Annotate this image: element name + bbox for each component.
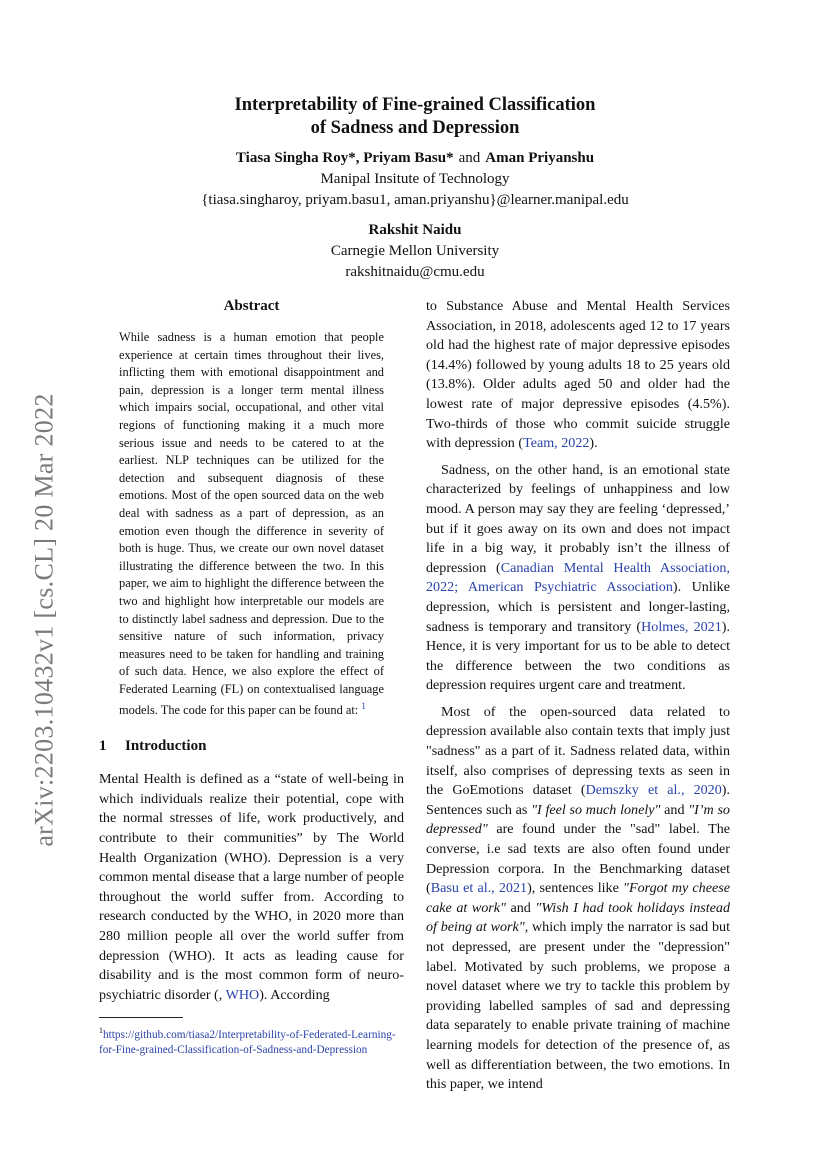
intro-paragraph-2	[426, 461, 730, 696]
paper-header	[100, 94, 730, 283]
email-2: rakshitnaidu@cmu.edu	[345, 264, 485, 280]
text-run: ).	[589, 435, 598, 452]
title-line-2: of Sadness and Depression	[310, 118, 520, 138]
citation-link[interactable]: Holmes, 2021	[641, 618, 722, 635]
text-run: Sadness, on the other hand, is an emotional state characterized by feelings of unhappiness and low mood. A person may say they are feeling ‘depressed,’ but if it goes away on its own and does not impact life in a big way, it probably isn’t the illness of depression (	[426, 461, 730, 576]
intro-paragraph-1-continued	[426, 297, 730, 454]
citation-link[interactable]: WHO	[225, 986, 260, 1003]
footnote-url[interactable]: https://github.com/tiasa2/Interpretability-of-Federated-Learning-for-Fine-grained-Classification-of-Sadness-and-Depression	[99, 1029, 396, 1056]
text-run: ). Sentences such as	[426, 782, 730, 818]
text-run: ), sentences like	[527, 880, 624, 897]
author-3: Rakshit Naidu	[368, 222, 462, 238]
text-run: ). According	[259, 986, 330, 1003]
abstract-body	[119, 329, 384, 720]
text-run: and	[505, 899, 536, 916]
abstract-heading: Abstract	[223, 298, 280, 314]
footnote-mark: 1	[99, 1026, 103, 1036]
section-number: 1	[99, 738, 107, 755]
text-run: to Substance Abuse and Mental Health Services Association, in 2018, adolescents aged 12 to 17 years old had the highest rate of major depressive episodes (14.4%) followed by young adults 18 to 25 years old (13.8%). Older adults aged 50 and older had the lowest rate of major depressive episodes (4.5%). Two-thirds of those who commit suicide struggle with depression (	[426, 298, 730, 452]
authors-first: Tiasa Singha Roy*, Priyam Basu*	[235, 150, 454, 166]
title-line-1: Interpretability of Fine-grained Classification	[234, 95, 596, 115]
text-run: Mental Health is defined as a “state of well-being in which individuals realize their potential, cope with the normal stresses of life, work productively, and contribute to their communities” by The World Health Organization (WHO). Depression is a very common mental disease that a large number of people throughout the world suffer from. According to research conducted by the WHO, in 2020 more than 280 million people all over the world suffer from depression (WHO). It acts as leading cause for disability and is the most common form of neuro-psychiatric disorder (,	[99, 771, 404, 1003]
text-run: ). Unlike depression, which is persistent and longer-lasting, sadness is temporary and transitory (	[426, 579, 730, 635]
example-quote: "I feel so much lonely"	[531, 801, 661, 818]
example-quote: "Forgot my cheese cake at work"	[426, 880, 730, 916]
left-column	[99, 297, 404, 1057]
intro-paragraph-3	[426, 703, 730, 1095]
text-run: are found under the "sad" label. The converse, i.e sad texts are also often found under Depression corpora. In the Benchmarking dataset (	[426, 821, 730, 897]
text-run: and	[660, 801, 689, 818]
example-quote: "I’m so depressed"	[426, 801, 730, 838]
affiliation-1: Manipal Insitute of Technology	[320, 171, 510, 187]
affiliation-2: Carnegie Mellon University	[330, 243, 500, 259]
citation-link[interactable]: Team, 2022	[523, 435, 590, 452]
email-1: {tiasa.singharoy, priyam.basu1, aman.priyanshu}@learner.manipal.edu	[201, 192, 629, 208]
and-word: and	[458, 150, 481, 166]
arxiv-id: arXiv:2203.10432v1 [cs.CL] 20 Mar 2022	[30, 393, 59, 847]
footnote	[99, 1024, 404, 1057]
citation-link[interactable]: Canadian Mental Health Association, 2022; American Psychiatric Association	[426, 559, 730, 596]
text-run: ). Hence, it is very important for us to be able to detect the difference between the two conditions as depression requires urgent care and treatment.	[426, 618, 730, 694]
footnote-rule	[99, 1017, 183, 1018]
section-title: Introduction	[125, 738, 207, 755]
citation-link[interactable]: Basu et al., 2021	[430, 880, 528, 897]
author-list	[100, 148, 730, 169]
citation-link[interactable]: Demszky et al., 2020	[585, 782, 722, 799]
arxiv-stamp	[0, 360, 90, 880]
text-run: , which imply the narrator is sad but not depressed, are present under the "depression" label. Motivated by such problems, we propose a novel dataset where we try to tackle this problem by providing labelled samples of sad and depressing data separately to enable private training of machine learning models for detection of the presence of, as well as differentiation between, the two emotions. In this paper, we intend	[426, 919, 730, 1093]
section-heading	[99, 736, 404, 756]
paper-title	[100, 94, 730, 140]
authors-second: Aman Priyanshu	[485, 150, 595, 166]
footnote-ref[interactable]: 1	[361, 701, 366, 712]
example-quote: "Wish I had took holidays instead of being at work"	[426, 899, 730, 936]
abstract-text: While sadness is a human emotion that people experience at certain times throughout their lives, inflicting them with emotional disappointment and pain, depression is a longer term mental illness which impairs social, occupational, and other vital regions of functioning making it a much more serious issue and needs to be catered to at the earliest. NLP techniques can be utilized for the detection and subsequent diagnosis of these emotions. Most of the open sourced data on the web deal with sadness as a part of depression, as an emotion even though the difference in severity of both is huge. Thus, we create our own novel dataset illustrating the difference between the two. In this paper, we aim to highlight the difference between the two and highlight how interpretable our models are to distinctly label sadness and depression. Due to the sensitive nature of such information, privacy measures need to be taken for handling and training of such data. Hence, we also explore the effect of Federated Learning (FL) on contextualised language models. The code for this paper can be found at:	[119, 330, 384, 718]
intro-paragraph-1	[99, 770, 404, 1005]
right-column	[426, 297, 730, 1095]
text-run: Most of the open-sourced data related to depression available also contain texts that imply just "sadness" as a part of it. Sadness related data, within itself, also comprises of depressing texts as seen in the GoEmotions dataset (	[426, 703, 730, 799]
